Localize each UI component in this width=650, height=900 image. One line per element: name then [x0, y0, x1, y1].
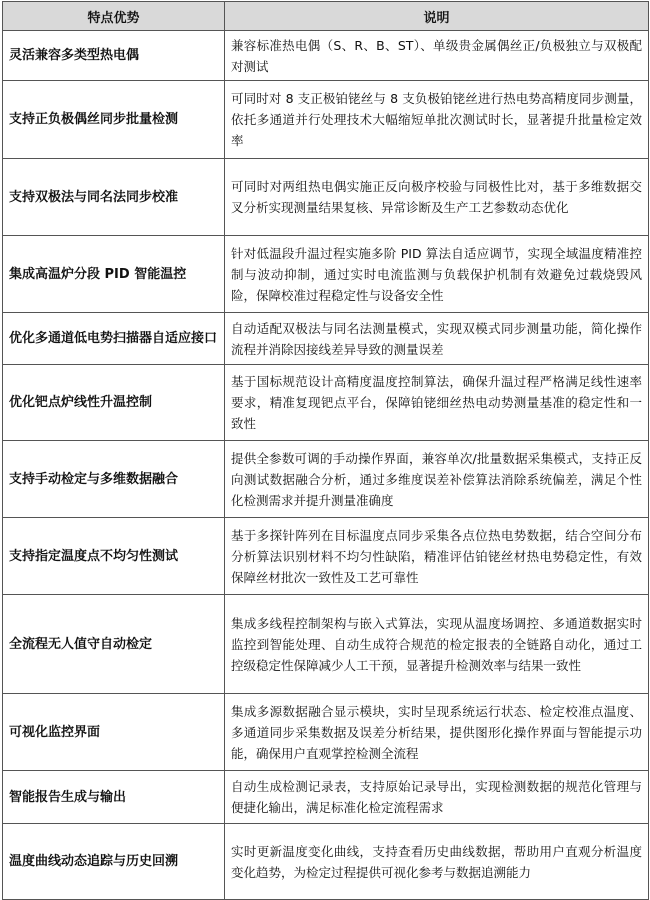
feature-cell: 支持指定温度点不均匀性测试	[3, 518, 225, 595]
description-cell: 基于国标规范设计高精度温度控制算法，确保升温过程严格满足线性速率要求，精准复现钯点平台，保障铂铑细丝热电动势测量基准的稳定性和一致性	[225, 365, 649, 441]
table-row	[3, 441, 649, 518]
table-row	[3, 771, 649, 824]
feature-cell: 全流程无人值守自动检定	[3, 595, 225, 694]
feature-table	[2, 1, 649, 900]
description-cell: 集成多源数据融合显示模块，实时呈现系统运行状态、检定校准点温度、多通道同步采集数据及误差分析结果，提供图形化操作界面与智能提示功能，确保用户直观掌控检测全流程	[225, 694, 649, 771]
feature-cell: 支持正负极偶丝同步批量检测	[3, 81, 225, 159]
description-cell: 集成多线程控制架构与嵌入式算法，实现从温度场调控、多通道数据实时监控到智能处理、自动生成符合规范的检定报表的全链路自动化，通过工控级稳定性保障减少人工干预，显著提升检测效率与结果一致性	[225, 595, 649, 694]
description-cell: 提供全参数可调的手动操作界面，兼容单次/批量数据采集模式，支持正反向测试数据融合分析，通过多维度误差补偿算法消除系统偏差，满足个性化检测需求并提升测量准确度	[225, 441, 649, 518]
table-header-row	[3, 2, 649, 31]
table-row	[3, 31, 649, 81]
feature-table-container	[2, 1, 648, 900]
header-description: 说明	[225, 2, 649, 31]
description-cell: 兼容标准热电偶（S、R、B、ST）、单级贵金属偶丝正/负极独立与双极配对测试	[225, 31, 649, 81]
header-feature: 特点优势	[3, 2, 225, 31]
feature-cell: 可视化监控界面	[3, 694, 225, 771]
feature-cell: 优化多通道低电势扫描器自适应接口	[3, 313, 225, 365]
table-row	[3, 518, 649, 595]
table-row	[3, 81, 649, 159]
description-cell: 可同时对两组热电偶实施正反向极序校验与同极性比对，基于多维数据交叉分析实现测量结果复核、异常诊断及生产工艺参数动态优化	[225, 159, 649, 236]
description-cell: 自动适配双极法与同名法测量模式，实现双模式同步测量功能，简化操作流程并消除因接线差异导致的测量误差	[225, 313, 649, 365]
table-row	[3, 694, 649, 771]
table-row	[3, 824, 649, 900]
description-cell: 实时更新温度变化曲线，支持查看历史曲线数据，帮助用户直观分析温度变化趋势，为检定过程提供可视化参考与数据追溯能力	[225, 824, 649, 900]
table-row	[3, 313, 649, 365]
feature-cell: 温度曲线动态追踪与历史回溯	[3, 824, 225, 900]
description-cell: 自动生成检测记录表，支持原始记录导出，实现检测数据的规范化管理与便捷化输出，满足标准化检定流程需求	[225, 771, 649, 824]
feature-cell: 灵活兼容多类型热电偶	[3, 31, 225, 81]
feature-cell: 集成高温炉分段 PID 智能温控	[3, 236, 225, 313]
table-row	[3, 236, 649, 313]
feature-cell: 智能报告生成与输出	[3, 771, 225, 824]
feature-cell: 支持双极法与同名法同步校准	[3, 159, 225, 236]
table-row	[3, 595, 649, 694]
table-row	[3, 159, 649, 236]
table-row	[3, 365, 649, 441]
description-cell: 可同时对 8 支正极铂铑丝与 8 支负极铂铑丝进行热电势高精度同步测量，依托多通道并行处理技术大幅缩短单批次测试时长，显著提升批量检定效率	[225, 81, 649, 159]
description-cell: 基于多探针阵列在目标温度点同步采集各点位热电势数据，结合空间分布分析算法识别材料不均匀性缺陷，精准评估铂铑丝材热电势稳定性，有效保障丝材批次一致性及工艺可靠性	[225, 518, 649, 595]
description-cell: 针对低温段升温过程实施多阶 PID 算法自适应调节，实现全域温度精准控制与波动抑制，通过实时电流监测与负载保护机制有效避免过载烧毁风险，保障校准过程稳定性与设备安全性	[225, 236, 649, 313]
feature-cell: 优化钯点炉线性升温控制	[3, 365, 225, 441]
feature-cell: 支持手动检定与多维数据融合	[3, 441, 225, 518]
